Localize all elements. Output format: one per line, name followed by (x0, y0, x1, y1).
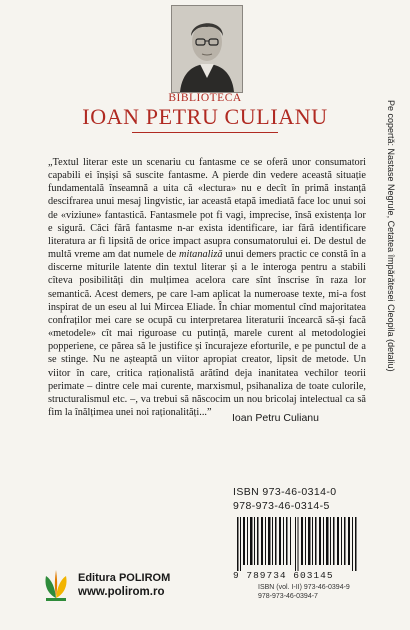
isbn-volume-line-2: 978-973-46-0394-7 (258, 593, 318, 600)
quote-part-2: unui demers practic ce constă în a discerne miturile latente din textul literar și a le interoga pentru a stabili cîteva posibilități din mulțimea acelora care sînt înscrise în raza lor semantică. Acest demers, pe care l-am aplicat la numeroase texte, mi-a fost inspirat de un eseu al lui Mircea Eliade. În chiar momentul cînd majoritatea confraților mei care se ocupă cu interpretarea literaturii încearcă să-și facă «metodele» cît mai riguroase cu putință, marele curent al metodologiei popperiene, ce părea să le justifice și încurajeze eforturile, e pe punctul de a se stinge. Nu ne așteaptă un viitor apropiat creator, lipsit de metode. Un viitor în care, critica raționalistă arătînd deja inanitatea vechilor teorii perimate – dintre cele mai curente, marxismul, psihanaliza de toate culorile, structuralismul etc. –, va trebui să născocim un nou bricolaj intelectual ca să fim la înălțimea unei noi raționalități...” (48, 249, 366, 418)
author-portrait (171, 5, 243, 93)
back-cover-quote (48, 156, 366, 419)
quote-part-1: „Textul literar este un scenariu cu fantasme ce se oferă unor consumatori capabili ei înșiși să suscite fantasme. A pierde din vedere această situație fundamentală înseamnă a uita că «lectura» nu e decît în primă instanță descifrarea unui mesaj lingvistic, iar această etapă imediată face loc unui soi de «viziune» fantastică. Fantasmele pot fi vagi, imprecise, însă existența lor e sigură. Căci fără fantasme n-ar exista identificare, iar fără identificare literatura ar fi lipsită de orice impact asupra consumatorului ei. De destul de multă vreme am dat numele de (48, 157, 366, 261)
isbn-volume-line-1: ISBN (vol. I-II) 973-46-0394-9 (258, 584, 350, 591)
series-label: BIBLIOTECA (168, 92, 242, 104)
publisher-block (40, 566, 200, 606)
barcode-image (233, 517, 363, 571)
isbn-line-1: ISBN 973-46-0314-0 (233, 486, 337, 498)
isbn-line-2: 978-973-46-0314-5 (233, 500, 330, 512)
barcode-digits: 9 789734 603145 (233, 570, 334, 581)
author-name: IOAN PETRU CULIANU (82, 104, 328, 129)
quote-term: mitanaliză (179, 249, 223, 261)
title-divider (132, 132, 278, 133)
quote-signature: Ioan Petru Culianu (232, 412, 319, 424)
publisher-url[interactable]: www.polirom.ro (78, 586, 165, 598)
polirom-logo-icon (40, 568, 72, 602)
portrait-image (172, 6, 242, 92)
cover-credit: Pe copertă: Nastase Negrule, Cetatea împărătesei Cleopila (detaliu) (386, 100, 396, 372)
publisher-name: Editura POLIROM (78, 572, 171, 584)
